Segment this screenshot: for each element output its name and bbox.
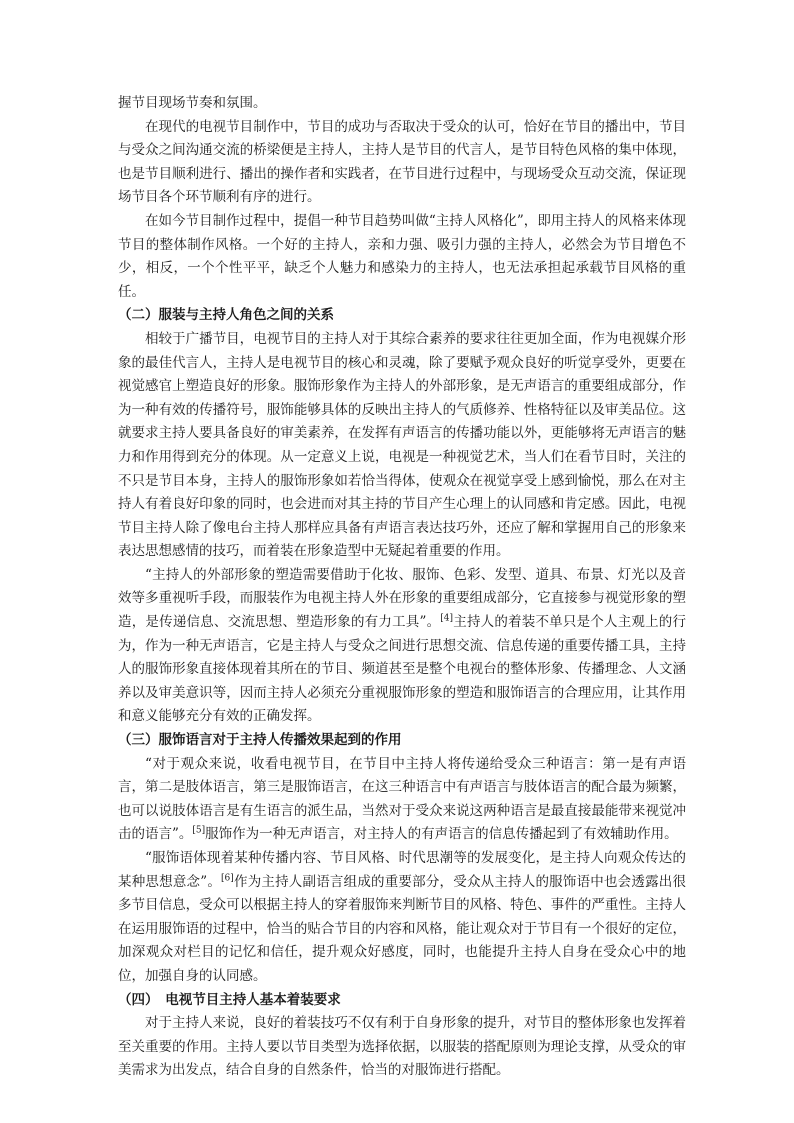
document-page [118,92,686,1083]
paragraph-3: 在如今节目制作过程中，提倡一种节目趋势叫做“主持人风格化”，即用主持人的风格来体现节目的整体制作风格。一个好的主持人，亲和力强、吸引力强的主持人，必然会为节目增色不少，相反，一个个性平平，缺乏个人魅力和感染力的主持人，也无法承担起承载节目风格的重任。 [118,212,686,300]
paragraph-8: 对于主持人来说，良好的着装技巧不仅有利于自身形象的提升，对节目的整体形象也发挥着至关重要的作用。主持人要以节目类型为选择依据，以服装的搭配原则为理论支撑，从受众的审美需求为出发点，结合自身的自然条件，恰当的对服饰进行搭配。 [118,1015,686,1079]
paragraph-5-quote: “主持人的外部形象的塑造需要借助于化妆、服饰、色彩、发型、道具、布景、灯光以及音效等多重视听手段，而服装作为电视主持人外在形象的重要组成部分，它直接参与视觉形象的塑造，是传递信息、交流思想、塑造形象的有力工具”。 [118,566,686,631]
paragraph-4: 相较于广播节目，电视节目的主持人对于其综合素养的要求往往更加全面，作为电视媒介形象的最佳代言人，主持人是电视节目的核心和灵魂，除了要赋予观众良好的听觉享受外，更要在视觉感官上塑造良好的形象。服饰形象作为主持人的外部形象，是无声语言的重要组成部分，作为一种有效的传播符号，服饰能够具体的反映出主持人的气质修养、性格特征以及审美品位。这就要求主持人要具备良好的审美素养，在发挥有声语言的传播功能以外，更能够将无声语言的魅力和作用得到充分的体现。从一定意义上说，电视是一种视觉艺术，当人们在看节目时，关注的不只是节目本身，主持人的服饰形象如若恰当得体，使观众在视觉享受上感到愉悦，那么在对主持人有着良好印象的同时，也会进而对其主持的节目产生心理上的认同感和肯定感。因此，电视节目主持人除了像电台主持人那样应具备有声语言表达技巧外，还应了解和掌握用自己的形象来表达思想感情的技巧，而着装在形象造型中无疑起着重要的作用。 [118,330,686,560]
paragraph-5-rest: 主持人的着装不单只是个人主观上的行为，作为一种无声语言，它是主持人与受众之间进行思想交流、信息传递的重要传播工具，主持人的服饰形象直接体现着其所在的节目、频道甚至是整个电视台的整体形象、传播理念、人文涵养以及审美意识等，因而主持人必须充分重视服饰形象的塑造和服饰语言的合理应用，让其作用和意义能够充分有效的正确发挥。 [118,614,687,725]
paragraph-6-quote: “对于观众来说，收看电视节目，在节目中主持人将传递给受众三种语言：第一是有声语言，第二是肢体语言，第三是服饰语言，在这三种语言中有声语言与肢体语言的配合最为频繁，也可以说肢体语言是有生语言的派生品，当然对于受众来说这两种语言是最直接最能带来视觉冲击的语言”。 [118,755,686,843]
paragraph-1: 握节目现场节奏和氛围。 [118,95,267,111]
paragraph-6 [118,753,686,847]
paragraph-2: 在现代的电视节目制作中，节目的成功与否取决于受众的认可，恰好在节目的播出中，节目与受众之间沟通交流的桥梁便是主持人，主持人是节目的代言人，是节目特色风格的集中体现，也是节目顺利进行、播出的操作者和实践者，在节目进行过程中，与现场受众互动交流，保证现场节目各个环节顺利有序的进行。 [118,118,686,206]
paragraph-7 [118,847,686,989]
paragraph-6-rest: 服饰作为一种无声语言，对主持人的有声语言的信息传播起到了有效辅助作用。 [205,826,678,843]
citation-6: [6] [221,873,234,884]
citation-5: [5] [192,825,206,836]
section-heading-2: （二）服装与主持人角色之间的关系 [118,307,334,324]
paragraph-7-rest: 作为主持人副语言组成的重要部分，受众从主持人的服饰语中也会透露出很多节目信息，受众可以根据主持人的穿着服饰来判断节目的风格、特色、事件的严重性。主持人在运用服饰语的过程中，恰当的贴合节目的内容和风格，能让观众对于节目有一个很好的定位，加深观众对栏目的记忆和信任，提升观众好感度，同时，也能提升主持人自身在受众心中的地位，加强自身的认同感。 [118,873,686,984]
citation-4: [4] [440,613,454,624]
paragraph-5 [118,564,686,729]
paragraph-7-quote: “服饰语体现着某种传播内容、节目风格、时代思潮等的发展变化，是主持人向观众传达的某种思想意念”。 [118,850,686,890]
section-heading-3: （三）服饰语言对于主持人传播效果起到的作用 [118,732,402,749]
section-heading-4: （四） 电视节目主持人基本着装要求 [118,991,341,1008]
